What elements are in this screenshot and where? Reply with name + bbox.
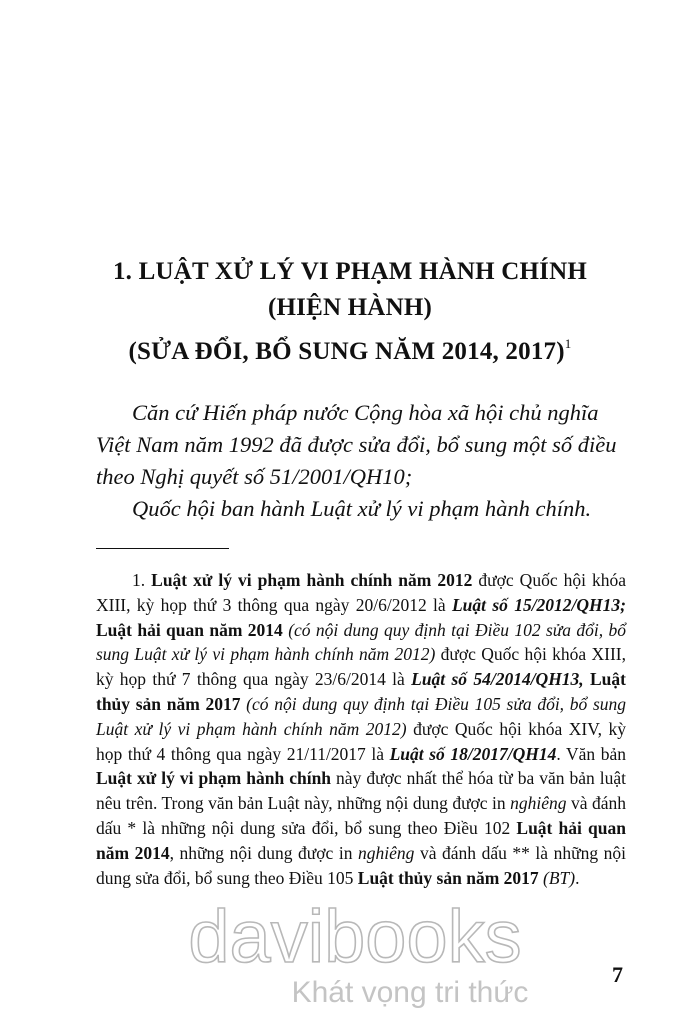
footnote-italic-word: nghiêng (510, 793, 567, 814)
footnote-text: và đánh dấu ** là những nội dung sửa đổi, bổ sung theo Điều 105 (96, 842, 627, 888)
law-name-fisheries-2017: Luật thủy sản năm 2017 (96, 669, 626, 714)
footnote-italic-word: nghiêng (358, 842, 415, 863)
law-name-consolidated: Luật xử lý vi phạm hành chính (96, 768, 332, 789)
footnote-note-customs: (có nội dung quy định tại Điều 102 sửa đổi, bổ sung Luật xử lý vi phạm hành chính năm 2012) (96, 619, 627, 665)
preamble-paragraph-1: Căn cứ Hiến pháp nước Cộng hòa xã hội chủ nghĩa Việt Nam năm 1992 đã được sửa đổi, bổ sung một số điều theo Nghị quyết số 51/2001/QH10; (96, 400, 617, 489)
footnote-text: và đánh dấu * là những nội dung sửa đổi, bổ sung theo Điều 102 (96, 793, 626, 838)
chapter-title-line-3-text: (SỬA ĐỔI, BỔ SUNG NĂM 2014, 2017) (128, 338, 565, 365)
chapter-title-line-2: (HIỆN HÀNH) (267, 294, 432, 321)
chapter-title-line-1: 1. LUẬT XỬ LÝ VI PHẠM HÀNH CHÍNH (112, 258, 587, 285)
footnote-note-fisheries: (có nội dung quy định tại Điều 105 sửa đổi, bổ sung Luật xử lý vi phạm hành chính năm 2012) (96, 693, 626, 739)
footnote-paragraph (96, 568, 626, 890)
footnote-1 (96, 568, 626, 890)
law-number-2014: Luật số 54/2014/QH13, (411, 669, 584, 690)
chapter-title-line-3 (0, 326, 700, 370)
page-number: 7 (612, 962, 623, 987)
footnote-text: được Quốc hội khóa XIII, kỳ họp thứ 3 thông qua ngày 20/6/2012 là (96, 570, 627, 615)
preamble-paragraph-2: Quốc hội ban hành Luật xử lý vi phạm hành chính. (132, 496, 592, 521)
editor-note: (BT) (543, 867, 576, 888)
law-number-2017: Luật số 18/2017/QH14 (389, 743, 557, 764)
watermark-brand: davibooks (188, 900, 522, 978)
preamble (96, 397, 626, 525)
law-name-customs-2014: Luật hải quan năm 2014 (96, 619, 283, 640)
footnote-separator (96, 548, 229, 549)
footnote-text: , những nội dung được in (169, 842, 358, 863)
law-name-2012: Luật xử lý vi phạm hành chính năm 2012 (151, 570, 473, 590)
watermark-tagline: Khát vọng tri thức (291, 976, 529, 1009)
footnote-text: . Văn bản (556, 743, 626, 764)
footnote-text: được Quốc hội khóa XIV, kỳ họp thứ 4 thông qua ngày 21/11/2017 là (96, 718, 626, 764)
davibooks-watermark (160, 900, 550, 1010)
law-name-customs-2014-ref: Luật hải quan năm 2014 (96, 817, 626, 863)
law-number-2012: Luật số 15/2012/QH13; (451, 594, 626, 615)
footnote-reference-marker[interactable]: 1 (564, 336, 572, 351)
footnote-text: này được nhất thể hóa từ ba văn bản luật nêu trên. Trong văn bản Luật này, những nội dung được in (96, 768, 626, 814)
footnote-text: được Quốc hội khóa XIII, kỳ họp thứ 7 thông qua ngày 23/6/2014 là (96, 644, 626, 690)
footnote-text: . (575, 867, 580, 888)
law-name-fisheries-2017-ref: Luật thủy sản năm 2017 (357, 867, 539, 888)
footnote-number: 1. (132, 570, 152, 590)
